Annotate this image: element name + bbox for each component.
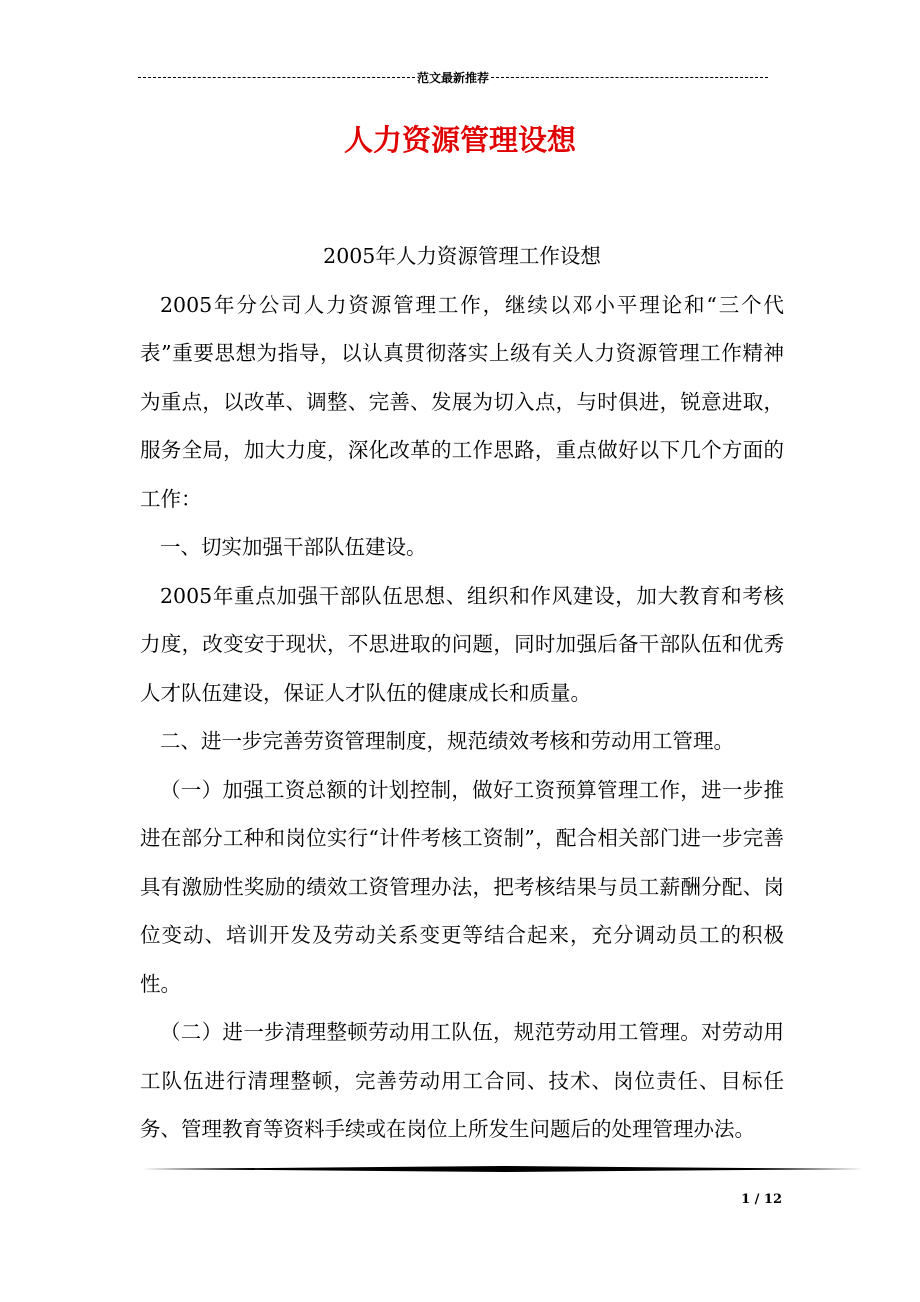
paragraph-section-2-item-1: （一）加强工资总额的计划控制，做好工资预算管理工作，进一步推进在部分工种和岗位实行“计件考核工资制”，配合相关部门进一步完善具有激励性奖励的绩效工资管理办法，把考核结果与员工薪酬分配、岗位变动、培训开发及劳动关系变更等结合起来，充分调动员工的积极性。 [140, 777, 784, 996]
section-heading-1: 一、切实加强干部队伍建设。 [160, 535, 427, 559]
header-dashes-left [138, 77, 415, 78]
document-title: 人力资源管理设想 [343, 123, 576, 157]
paragraph-section-1: 2005年重点加强干部队伍思想、组织和作风建设，加大教育和考核力度，改变安于现状，不思进取的问题，同时加强后备干部队伍和优秀人才队伍建设，保证人才队伍的健康成长和质量。 [140, 583, 784, 705]
paragraph-intro: 2005年分公司人力资源管理工作，继续以邓小平理论和“三个代表”重要思想为指导，以认真贯彻落实上级有关人力资源管理工作精神为重点，以改革、调整、完善、发展为切入点，与时俱进，锐意进取，服务全局，加大力度，深化改革的工作思路，重点做好以下几个方面的工作： [140, 292, 784, 511]
page-number: 1 / 12 [741, 1192, 782, 1207]
header-dashes-right [491, 77, 768, 78]
paragraph-section-2-item-2: （二）进一步清理整顿劳动用工队伍，规范劳动用工管理。对劳动用工队伍进行清理整顿，完善劳动用工合同、技术、岗位责任、目标任务、管理教育等资料手续或在岗位上所发生问题后的处理管理办法。 [140, 1020, 784, 1141]
section-heading-2: 二、进一步完善劳资管理制度，规范绩效考核和劳动用工管理。 [160, 729, 734, 753]
header-banner [138, 68, 768, 86]
document-subtitle: 2005年人力资源管理工作设想 [323, 244, 601, 268]
footer-divider [142, 1164, 864, 1174]
document-body [140, 232, 784, 1154]
header-label: 范文最新推荐 [417, 70, 490, 85]
